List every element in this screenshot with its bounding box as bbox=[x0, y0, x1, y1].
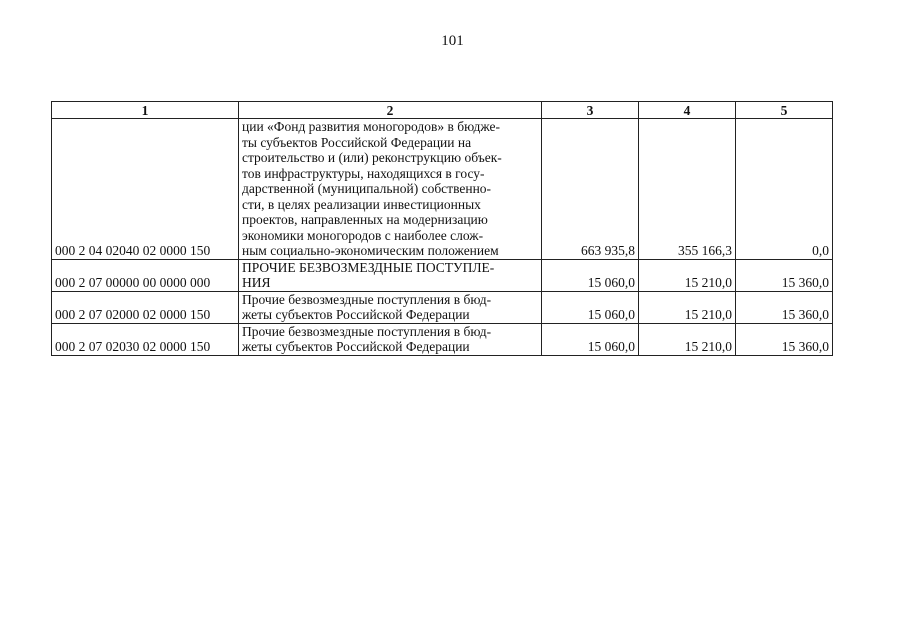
value-cell-col3: 15 060,0 bbox=[542, 323, 639, 355]
description-line: сти, в целях реализации инвестиционных bbox=[242, 196, 481, 212]
description-line: ции «Фонд развития моногородов» в бюдже- bbox=[242, 119, 501, 134]
page-number: 101 bbox=[441, 33, 464, 49]
value-cell-col5: 15 360,0 bbox=[736, 291, 833, 323]
description-cell bbox=[239, 291, 542, 323]
table-header-row bbox=[52, 102, 833, 119]
description-line: жеты субъектов Российской Федерации bbox=[242, 339, 470, 354]
value-cell-col5: 15 360,0 bbox=[736, 323, 833, 355]
value-cell-col3: 663 935,8 bbox=[542, 119, 639, 260]
description-line: НИЯ bbox=[242, 275, 271, 290]
value-cell-col4: 15 210,0 bbox=[639, 323, 736, 355]
description-line: проектов, направленных на модернизацию bbox=[242, 212, 488, 227]
description-line: тов инфраструктуры, находящихся в госу- bbox=[242, 165, 485, 181]
description-line: Прочие безвозмездные поступления в бюд- bbox=[242, 291, 492, 307]
value-cell-col4: 15 210,0 bbox=[639, 291, 736, 323]
description-line: ты субъектов Российской Федерации на bbox=[242, 134, 472, 150]
column-header-4: 4 bbox=[639, 102, 736, 119]
description-line: ным социально-экономическим положением bbox=[242, 243, 499, 258]
description-cell bbox=[239, 119, 542, 260]
description-line: экономики моногородов с наиболее слож- bbox=[242, 227, 484, 243]
code-cell: 000 2 04 02040 02 0000 150 bbox=[52, 119, 239, 260]
column-header-2: 2 bbox=[239, 102, 542, 119]
description-cell bbox=[239, 323, 542, 355]
column-header-1: 1 bbox=[52, 102, 239, 119]
value-cell-col3: 15 060,0 bbox=[542, 291, 639, 323]
column-header-5: 5 bbox=[736, 102, 833, 119]
value-cell-col5: 15 360,0 bbox=[736, 259, 833, 291]
table-row bbox=[52, 291, 833, 323]
value-cell-col4: 355 166,3 bbox=[639, 119, 736, 260]
table-row bbox=[52, 323, 833, 355]
table-row bbox=[52, 259, 833, 291]
value-cell-col4: 15 210,0 bbox=[639, 259, 736, 291]
description-line: Прочие безвозмездные поступления в бюд- bbox=[242, 323, 492, 339]
table-row bbox=[52, 119, 833, 260]
description-line: строительство и (или) реконструкцию объек- bbox=[242, 150, 502, 165]
code-cell: 000 2 07 02030 02 0000 150 bbox=[52, 323, 239, 355]
column-header-3: 3 bbox=[542, 102, 639, 119]
value-cell-col3: 15 060,0 bbox=[542, 259, 639, 291]
value-cell-col5: 0,0 bbox=[736, 119, 833, 260]
description-line: жеты субъектов Российской Федерации bbox=[242, 307, 470, 322]
description-cell bbox=[239, 259, 542, 291]
description-line: дарственной (муниципальной) собственно- bbox=[242, 181, 492, 196]
code-cell: 000 2 07 02000 02 0000 150 bbox=[52, 291, 239, 323]
budget-table bbox=[51, 101, 833, 356]
code-cell: 000 2 07 00000 00 0000 000 bbox=[52, 259, 239, 291]
description-line: ПРОЧИЕ БЕЗВОЗМЕЗДНЫЕ ПОСТУПЛЕ- bbox=[242, 259, 495, 275]
